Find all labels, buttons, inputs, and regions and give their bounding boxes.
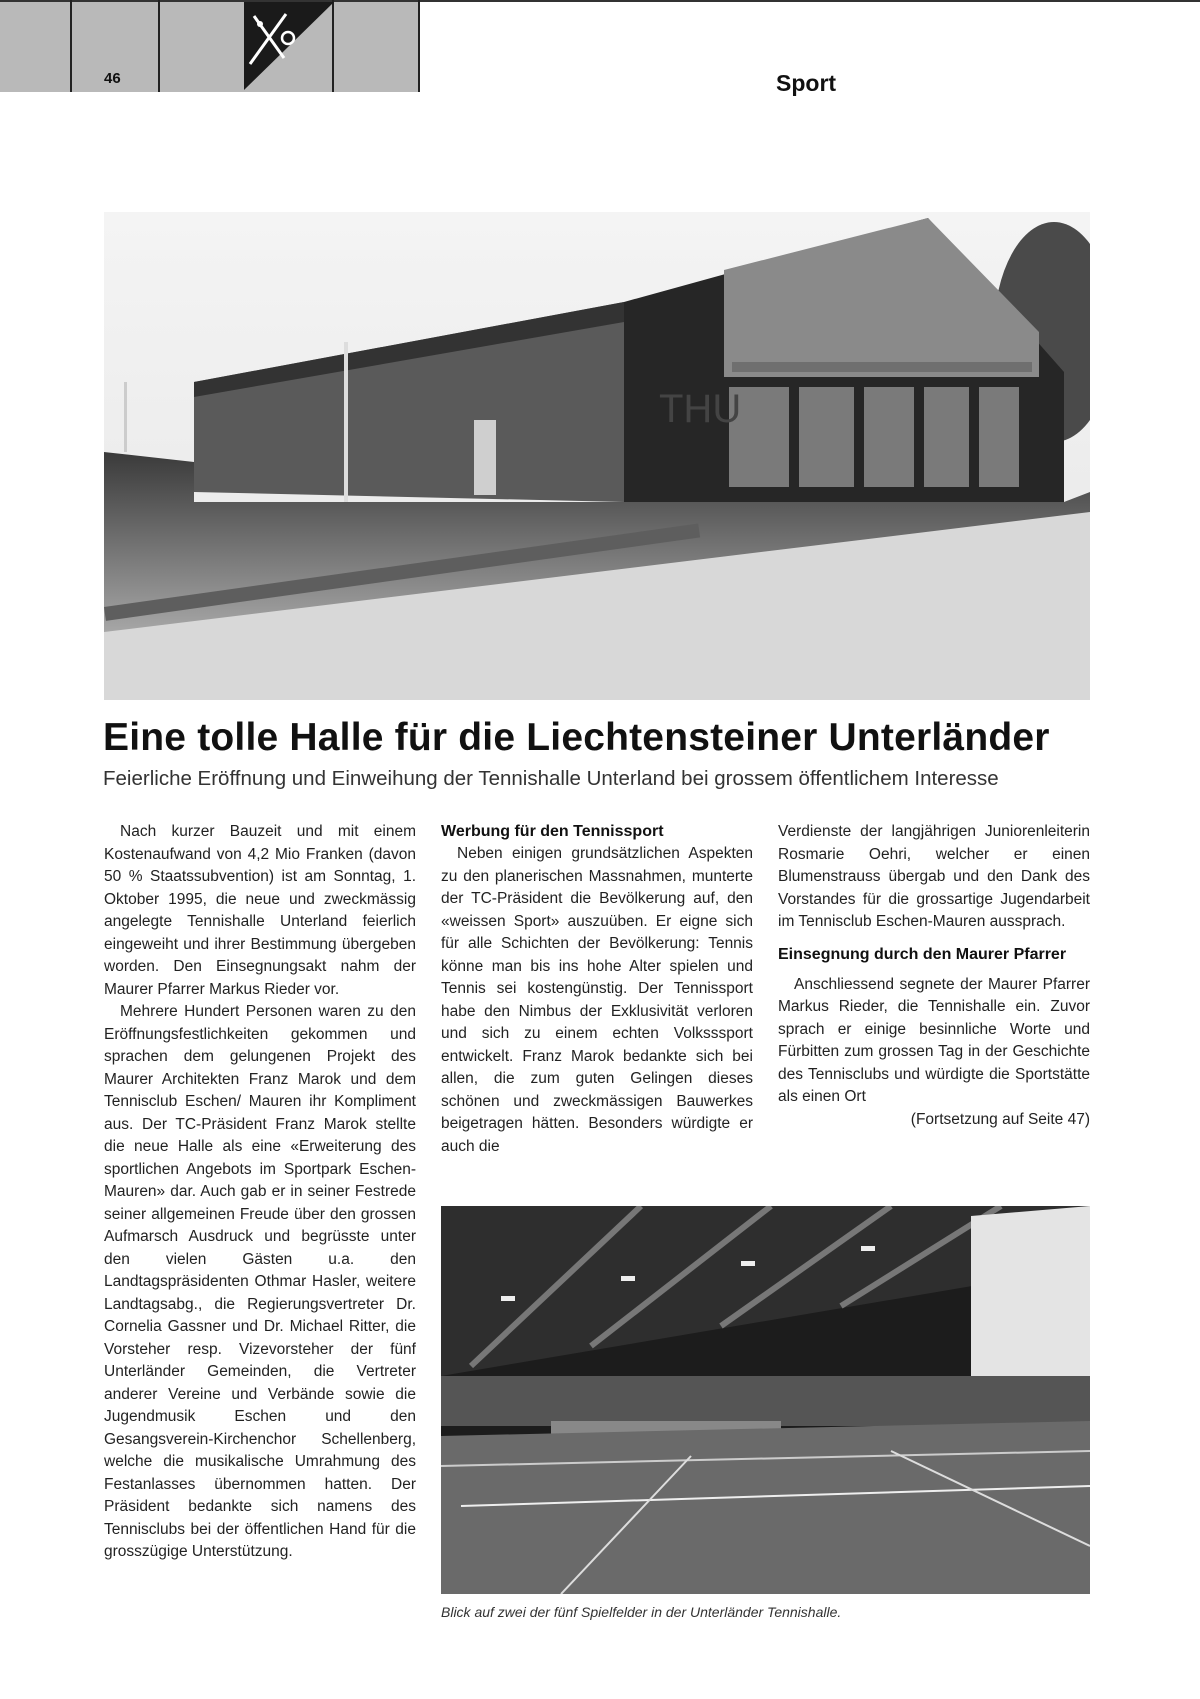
article-column-1 xyxy=(104,821,416,1564)
article-paragraph: Verdienste der langjährigen Juniorenleiterin Rosmarie Oehri, welcher er einen Blumenstrauss übergab und den Dank des Vorstandes für die grossartige Jugendarbeit im Tennisclub Eschen-Mauren aussprach. xyxy=(778,823,1090,930)
section-heading: Einsegnung durch den Maurer Pfarrer xyxy=(778,945,1067,963)
article-paragraph: Mehrere Hundert Personen waren zu den Eröffnungsfestlichkeiten gekommen und sprachen dem gelungenen Projekt des Maurer Architekten Franz Marok und dem Tennisclub Eschen/ Mauren ihr Kompliment aus. Der TC-Präsident Franz Marok stellte die neue Halle als eine «Erweiterung des sportlichen Angebots im Sportpark Eschen-Mauren» dar. Auch gab er in seiner Festrede seiner allgemeinen Freude über den grossen Aufmarsch Ausdruck und begrüsste unter den vielen Gästen u.a. den Landtagspräsidenten Othmar Hasler, weitere Landtagsabg., die Regierungsvertreter Dr. Cornelia Gassner und Dr. Michael Ritter, die Vorsteher resp. Vizevorsteher der fünf Unterländer Gemeinden, die Vertreter anderer Vereine und Verbände sowie die Jugendmusik Eschen und den Gesangsverein-Kirchenchor Schellenberg, welche die musikalische Umrahmung des Festanlasses übernommen hatten. Der Präsident bedankte sich namens des Tennisclubs bei der öffentlichen Hand für die grosszügige Unterstützung. xyxy=(104,1003,416,1560)
article-paragraph: Nach kurzer Bauzeit und mit einem Kostenaufwand von 4,2 Mio Franken (davon 50 % Staatssubvention) ist am Sonntag, 1. Oktober 1995, die neue und zweckmässig angelegte Tennishalle Unterland feierlich eingeweiht und ihrer Bestimmung übergeben worden. Den Einsegnungsakt nahm der Maurer Pfarrer Markus Rieder vor. xyxy=(104,823,416,998)
page-number: 46 xyxy=(104,70,121,87)
article-paragraph: Anschliessend segnete der Maurer Pfarrer Markus Rieder, die Tennishalle ein. Zuvor sprach er einige besinnliche Worte und Fürbitten zum grossen Tag in der Geschichte des Tennisclubs und würdigte die Sportstätte als einen Ort xyxy=(778,975,1090,1105)
hall-sign-text: THU xyxy=(659,387,742,431)
header-divider xyxy=(70,0,72,92)
header-divider xyxy=(418,0,420,92)
tennis-hall-exterior-photo xyxy=(104,212,1090,700)
header-top-rule xyxy=(0,0,1200,2)
article-paragraph: Neben einigen grundsätzlichen Aspekten zu den planerischen Massnahmen, munterte der TC-Präsident die Bevölkerung auf, den «weissen Sport» auszuüben. Er eigne sich für alle Schichten der Bevölkerung: Tennis könne man bis ins hohe Alter spielen und Tennis sei kostengünstig. Der Tennissport habe den Nimbus der Exklusivität verloren und sich zu einem echten Volksssport entwickelt. Franz Marok bedankte sich bei allen, die zum guten Gelingen dieses schönen und zweckmässigen Bauwerkes beigetragen hätten. Besonders würdigte er auch die xyxy=(441,845,753,1155)
sport-logo-icon xyxy=(244,2,334,90)
article-title: Eine tolle Halle für die Liechtensteiner Unterländer xyxy=(103,716,1050,759)
section-title: Sport xyxy=(776,70,837,96)
header-band xyxy=(0,0,420,92)
article-column-2 xyxy=(441,821,753,1158)
continuation-note: (Fortsetzung auf Seite 47) xyxy=(910,1110,1090,1128)
tennis-hall-interior-photo xyxy=(441,1206,1090,1594)
article-subtitle: Feierliche Eröffnung und Einweihung der Tennishalle Unterland bei grossem öffentlichem Interesse xyxy=(103,767,999,790)
section-heading: Werbung für den Tennissport xyxy=(441,823,664,840)
header-divider xyxy=(158,0,160,92)
article-column-3 xyxy=(778,821,1090,1131)
photo-caption: Blick auf zwei der fünf Spielfelder in der Unterländer Tennishalle. xyxy=(441,1604,842,1620)
